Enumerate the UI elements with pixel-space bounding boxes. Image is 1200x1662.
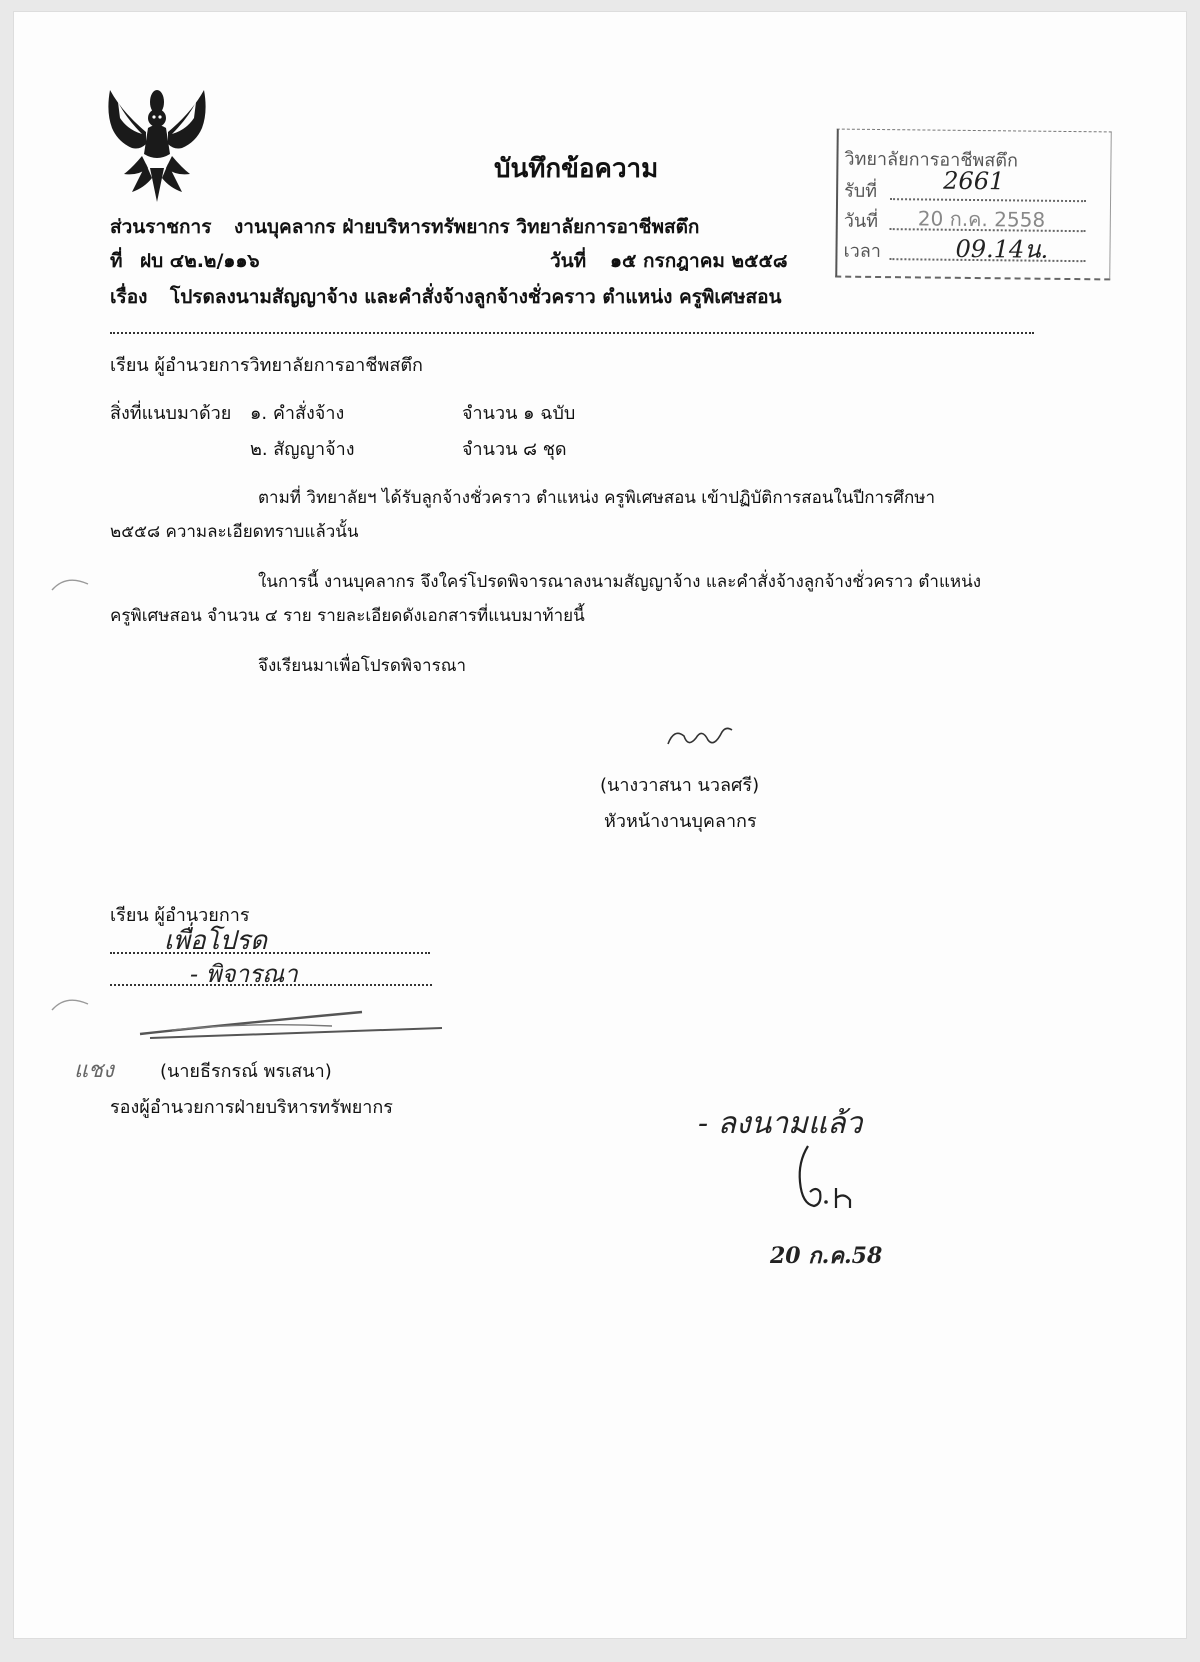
scan-hole-mark	[50, 572, 90, 592]
receipt-stamp	[835, 129, 1112, 281]
note-hand-line-2: - พิจารณา	[190, 960, 298, 988]
note-salutation: เรียน ผู้อำนวยการ	[110, 905, 250, 926]
note-hand-line-1: เพื่อโปรด	[164, 926, 267, 956]
closing-line: จึงเรียนมาเพื่อโปรดพิจารณา	[258, 656, 467, 676]
paragraph-1-line-2: ๒๕๕๘ ความละเอียดทราบแล้วนั้น	[110, 522, 359, 542]
memo-page	[14, 12, 1186, 1638]
signer-name: (นางวาสนา นวลศรี)	[600, 775, 760, 796]
deputy-name: (นายธีรกรณ์ พรเสนา)	[160, 1061, 332, 1082]
garuda-emblem-icon	[102, 82, 212, 204]
attachment-qty: จำนวน ๑ ฉบับ	[462, 403, 576, 424]
stamp-received-no: 2661	[943, 166, 1005, 196]
stamp-org: วิทยาลัยการอาชีพสตึก	[844, 148, 1019, 172]
department-label: ส่วนราชการ	[110, 216, 212, 238]
note-hand-initial: แชง	[74, 1058, 114, 1083]
paragraph-2-line-2: ครูพิเศษสอน จำนวน ๔ ราย รายละเอียดดังเอกสารที่แนบมาท้ายนี้	[110, 606, 585, 626]
header-divider	[110, 332, 1034, 334]
salutation: เรียน ผู้อำนวยการวิทยาลัยการอาชีพสตึก	[110, 355, 423, 376]
signature-scribble	[662, 718, 742, 758]
memo-title: บันทึกข้อความ	[494, 154, 659, 184]
director-note-date: 20 ก.ค.58	[770, 1243, 883, 1269]
date-value: ๑๕ กรกฎาคม ๒๕๕๘	[610, 250, 788, 272]
deputy-position: รองผู้อำนวยการฝ่ายบริหารทรัพยากร	[110, 1097, 393, 1118]
stamp-time: 09.14น.	[955, 234, 1049, 264]
stamp-received-label: รับที่	[844, 180, 878, 202]
stamp-date: 20 ก.ค. 2558	[917, 206, 1046, 232]
attachment-item: ๒. สัญญาจ้าง	[250, 439, 355, 460]
ref-label: ที่	[110, 250, 123, 272]
attachment-qty: จำนวน ๘ ชุด	[462, 439, 567, 460]
scan-hole-mark	[50, 992, 90, 1012]
director-signature	[786, 1142, 866, 1222]
attachment-item: ๑. คำสั่งจ้าง	[250, 403, 345, 424]
director-hand-note: - ลงนามแล้ว	[698, 1106, 863, 1141]
subject-value: โปรดลงนามสัญญาจ้าง และคำสั่งจ้างลูกจ้างชั่วคราว ตำแหน่ง ครูพิเศษสอน	[170, 286, 782, 308]
note-signature-strokes	[132, 1004, 452, 1044]
date-label: วันที่	[550, 250, 587, 272]
subject-label: เรื่อง	[110, 286, 148, 308]
paragraph-2-line-1: ในการนี้ งานบุคลากร จึงใคร่โปรดพิจารณาลงนามสัญญาจ้าง และคำสั่งจ้างลูกจ้างชั่วคราว ตำแหน่ง	[258, 572, 982, 592]
stamp-date-label: วันที่	[843, 210, 879, 233]
signer-position: หัวหน้างานบุคลากร	[604, 811, 757, 832]
ref-value: ฝบ ๔๒.๒/๑๑๖	[140, 250, 260, 272]
paragraph-1-line-1: ตามที่ วิทยาลัยฯ ได้รับลูกจ้างชั่วคราว ตำแหน่ง ครูพิเศษสอน เข้าปฏิบัติการสอนในปีการศึกษา	[258, 488, 936, 508]
attachments-label: สิ่งที่แนบมาด้วย	[110, 403, 232, 424]
stamp-time-label: เวลา	[843, 240, 882, 263]
department-value: งานบุคลากร ฝ่ายบริหารทรัพยากร วิทยาลัยการอาชีพสตึก	[234, 216, 700, 238]
